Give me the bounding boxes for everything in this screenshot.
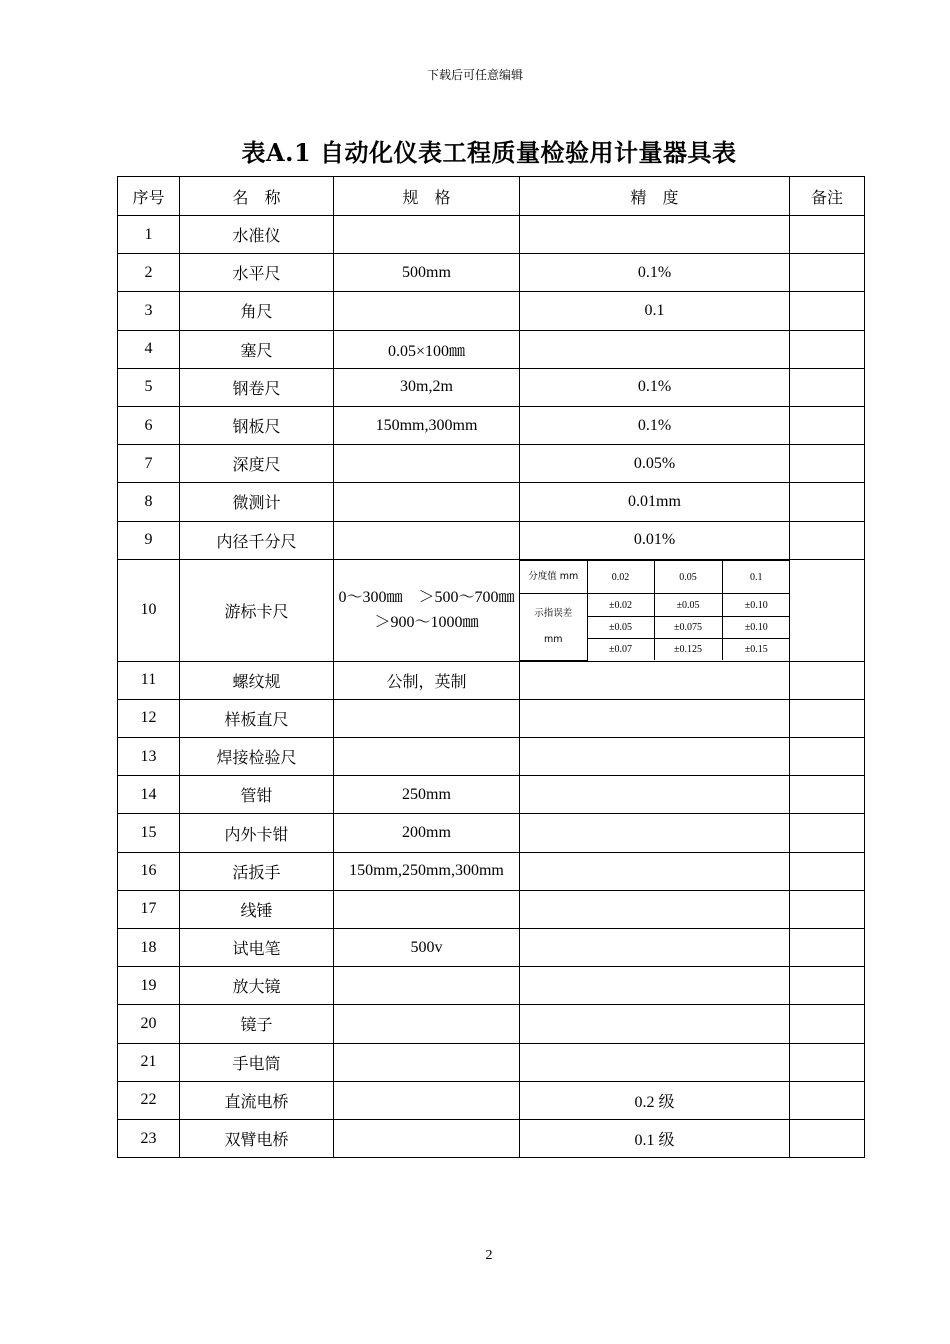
table-row (118, 1043, 865, 1081)
row-note (790, 368, 865, 406)
row-precision (520, 216, 790, 254)
row-note (790, 699, 865, 737)
division-label: 分度值 mm (520, 560, 587, 594)
row-spec (334, 1119, 520, 1157)
row-precision: 0.05% (520, 445, 790, 483)
error-label (520, 594, 587, 660)
error-label-unit: mm (543, 634, 563, 646)
row-name: 深度尺 (180, 445, 334, 483)
page-number: 2 (485, 1248, 493, 1263)
row-name: 角尺 (180, 292, 334, 330)
header-precision: 精 度 (520, 177, 790, 216)
row-note (790, 1043, 865, 1081)
row-precision (520, 1005, 790, 1043)
instrument-table (117, 176, 865, 1158)
row-spec: 500mm (334, 254, 520, 292)
row-no: 22 (118, 1081, 180, 1119)
row-precision: 0.1 (520, 292, 790, 330)
row-precision: 0.1% (520, 368, 790, 406)
row-note (790, 330, 865, 368)
table-row (118, 406, 865, 444)
row-no: 10 (118, 559, 180, 661)
spec-line: 0～300㎜ ＞500～700㎜ (338, 589, 515, 607)
row-precision (520, 929, 790, 967)
row-precision: 0.01mm (520, 483, 790, 521)
row-note (790, 929, 865, 967)
row-no: 8 (118, 483, 180, 521)
row-spec: 150mm,300mm (334, 406, 520, 444)
table-row (118, 661, 865, 699)
table-row (118, 216, 865, 254)
row-note (790, 661, 865, 699)
row-no: 1 (118, 216, 180, 254)
row-name: 内径千分尺 (180, 521, 334, 559)
error-value: ±0.125 (654, 639, 722, 661)
row-name: 样板直尺 (180, 699, 334, 737)
row-note (790, 521, 865, 559)
row-spec (334, 699, 520, 737)
table-row (118, 368, 865, 406)
row-no: 13 (118, 738, 180, 776)
row-no: 11 (118, 661, 180, 699)
row-note (790, 292, 865, 330)
row-no: 20 (118, 1005, 180, 1043)
row-spec (334, 967, 520, 1005)
division-row (520, 560, 790, 594)
row-precision: 0.01% (520, 521, 790, 559)
row-note (790, 406, 865, 444)
row-precision: 0.2 级 (520, 1081, 790, 1119)
row-name: 双臂电桥 (180, 1119, 334, 1157)
row-note (790, 776, 865, 814)
row-name: 焊接检验尺 (180, 738, 334, 776)
row-precision: 0.1% (520, 406, 790, 444)
table-row (118, 292, 865, 330)
row-name: 水平尺 (180, 254, 334, 292)
table-row (118, 890, 865, 928)
row-no: 21 (118, 1043, 180, 1081)
error-value: ±0.075 (654, 616, 722, 638)
row-name: 塞尺 (180, 330, 334, 368)
row-name: 镜子 (180, 1005, 334, 1043)
row-note (790, 445, 865, 483)
row-no: 7 (118, 445, 180, 483)
row-precision: 0.1% (520, 254, 790, 292)
row-note (790, 216, 865, 254)
row-precision (520, 738, 790, 776)
row-note (790, 483, 865, 521)
table-row (118, 738, 865, 776)
row-name: 内外卡钳 (180, 814, 334, 852)
row-note (790, 1081, 865, 1119)
row-precision (520, 967, 790, 1005)
row-no: 3 (118, 292, 180, 330)
table-row (118, 929, 865, 967)
error-value: ±0.07 (587, 639, 654, 661)
row-precision (520, 1043, 790, 1081)
table-row (118, 1005, 865, 1043)
row-no: 12 (118, 699, 180, 737)
row-precision (520, 699, 790, 737)
row-no: 4 (118, 330, 180, 368)
row-name: 钢板尺 (180, 406, 334, 444)
header-note: 备注 (790, 177, 865, 216)
row-precision (520, 890, 790, 928)
error-value: ±0.10 (722, 616, 790, 638)
error-value: ±0.15 (722, 639, 790, 661)
row-name: 游标卡尺 (180, 559, 334, 661)
row-name: 线锤 (180, 890, 334, 928)
row-spec (334, 1043, 520, 1081)
row-spec: 0.05×100㎜ (334, 330, 520, 368)
row-note (790, 1005, 865, 1043)
row-no: 9 (118, 521, 180, 559)
row-note (790, 559, 865, 661)
row-no: 16 (118, 852, 180, 890)
row-precision (520, 330, 790, 368)
table-row (118, 967, 865, 1005)
row-note (790, 890, 865, 928)
row-no: 14 (118, 776, 180, 814)
error-value: ±0.05 (654, 594, 722, 616)
row-spec (334, 445, 520, 483)
row-spec (334, 521, 520, 559)
row-note (790, 967, 865, 1005)
table-row (118, 1081, 865, 1119)
row-no: 2 (118, 254, 180, 292)
row-spec (334, 483, 520, 521)
row-note (790, 738, 865, 776)
row-spec (334, 216, 520, 254)
header-note: 下载后可任意编辑 (426, 68, 523, 82)
row-note (790, 814, 865, 852)
division-value: 0.1 (722, 560, 790, 594)
division-value: 0.02 (587, 560, 654, 594)
row-spec (334, 559, 520, 661)
row-name: 管钳 (180, 776, 334, 814)
row-no: 23 (118, 1119, 180, 1157)
table-row (118, 699, 865, 737)
row-no: 19 (118, 967, 180, 1005)
table-row (118, 254, 865, 292)
row-note (790, 254, 865, 292)
row-no: 6 (118, 406, 180, 444)
row-no: 15 (118, 814, 180, 852)
table-row (118, 330, 865, 368)
row-name: 试电笔 (180, 929, 334, 967)
row-spec: 150mm,250mm,300mm (334, 852, 520, 890)
row-name: 直流电桥 (180, 1081, 334, 1119)
header-no: 序号 (118, 177, 180, 216)
row-spec: 250mm (334, 776, 520, 814)
error-value: ±0.05 (587, 616, 654, 638)
row-spec (334, 738, 520, 776)
row-precision-grid (520, 559, 790, 661)
precision-subtable (520, 560, 790, 661)
header-name: 名 称 (180, 177, 334, 216)
row-name: 微测计 (180, 483, 334, 521)
error-row (520, 594, 790, 616)
error-label-line: 示指误差 (534, 608, 573, 620)
row-spec: 公制，英制 (334, 661, 520, 699)
table-row (118, 814, 865, 852)
row-name: 螺纹规 (180, 661, 334, 699)
row-spec (334, 1081, 520, 1119)
row-spec (334, 292, 520, 330)
error-value: ±0.02 (587, 594, 654, 616)
row-name: 手电筒 (180, 1043, 334, 1081)
table-row (118, 483, 865, 521)
row-name: 放大镜 (180, 967, 334, 1005)
row-precision (520, 814, 790, 852)
table-header-row (118, 177, 865, 216)
row-no: 18 (118, 929, 180, 967)
table-row (118, 776, 865, 814)
row-name: 活扳手 (180, 852, 334, 890)
division-value: 0.05 (654, 560, 722, 594)
row-spec (334, 1005, 520, 1043)
row-spec: 30m,2m (334, 368, 520, 406)
header-spec: 规 格 (334, 177, 520, 216)
row-spec: 200mm (334, 814, 520, 852)
table-row (118, 521, 865, 559)
table-row (118, 852, 865, 890)
spec-line: ＞900～1000㎜ (374, 614, 479, 632)
row-no: 5 (118, 368, 180, 406)
row-spec: 500v (334, 929, 520, 967)
row-precision: 0.1 级 (520, 1119, 790, 1157)
table-row-vernier (118, 559, 865, 661)
row-note (790, 1119, 865, 1157)
row-precision (520, 852, 790, 890)
table-title: 表A.1 自动化仪表工程质量检验用计量器具表 (241, 138, 737, 167)
table-row (118, 445, 865, 483)
row-spec (334, 890, 520, 928)
row-note (790, 852, 865, 890)
row-precision (520, 776, 790, 814)
row-precision (520, 661, 790, 699)
row-name: 钢卷尺 (180, 368, 334, 406)
table-row (118, 1119, 865, 1157)
row-name: 水准仪 (180, 216, 334, 254)
row-no: 17 (118, 890, 180, 928)
error-value: ±0.10 (722, 594, 790, 616)
